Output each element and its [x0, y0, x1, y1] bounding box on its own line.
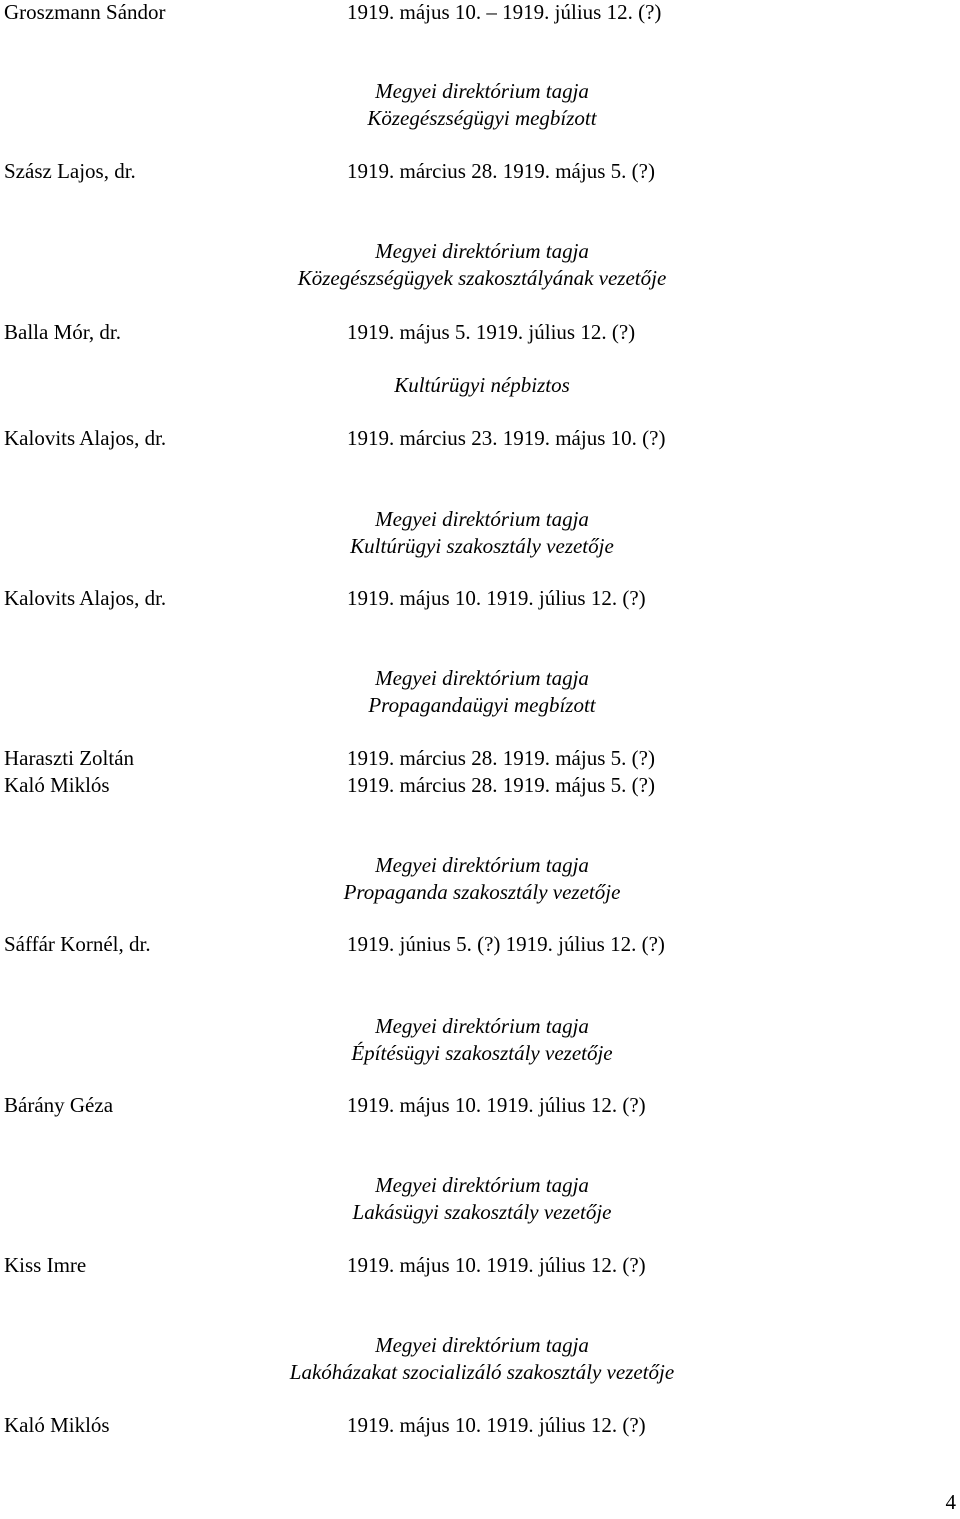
heading-role: Megyei direktórium tagja: [375, 239, 589, 263]
heading-role: Megyei direktórium tagja: [375, 666, 589, 690]
person-name: Kalovits Alajos, dr.: [4, 586, 167, 610]
term-period: 1919. június 5. (?) 1919. július 12. (?): [347, 932, 665, 956]
term-period: 1919. május 5. 1919. július 12. (?): [347, 320, 636, 344]
section-heading: [0, 78, 960, 132]
person-name: Kaló Miklós: [4, 773, 110, 797]
heading-role: Megyei direktórium tagja: [375, 1333, 589, 1357]
section-heading: [0, 372, 960, 399]
section-heading: [0, 665, 960, 719]
term-period: 1919. május 10. 1919. július 12. (?): [347, 1093, 646, 1117]
person-name: Haraszti Zoltán: [4, 746, 135, 770]
term-period: 1919. május 10. 1919. július 12. (?): [347, 586, 646, 610]
heading-role: Megyei direktórium tagja: [375, 79, 589, 103]
term-period: 1919. március 28. 1919. május 5. (?): [347, 159, 655, 183]
term-period: 1919. május 10. 1919. július 12. (?): [347, 1413, 646, 1437]
heading-office: Kultúrügyi szakosztály vezetője: [350, 534, 614, 558]
section-heading: [0, 1013, 960, 1067]
person-name: Kalovits Alajos, dr.: [4, 426, 167, 450]
person-name: Groszmann Sándor: [4, 0, 166, 24]
heading-office: Lakóházakat szocializáló szakosztály vezetője: [289, 1360, 675, 1384]
section-heading: [0, 238, 960, 292]
heading-office: Propaganda szakosztály vezetője: [343, 880, 621, 904]
heading-office: Közegészségügyek szakosztályának vezetője: [297, 266, 667, 290]
term-period: 1919. március 23. 1919. május 10. (?): [347, 426, 666, 450]
term-period: 1919. március 28. 1919. május 5. (?): [347, 746, 655, 770]
heading-role: Megyei direktórium tagja: [375, 507, 589, 531]
person-name: Balla Mór, dr.: [4, 320, 121, 344]
page-number: 4: [945, 1490, 956, 1514]
heading-role: Kultúrügyi népbiztos: [394, 373, 570, 397]
term-period: 1919. május 10. – 1919. július 12. (?): [347, 0, 662, 24]
person-name: Kaló Miklós: [4, 1413, 110, 1437]
person-name: Kiss Imre: [4, 1253, 87, 1277]
section-heading: [0, 852, 960, 906]
term-period: 1919. március 28. 1919. május 5. (?): [347, 773, 655, 797]
heading-office: Közegészségügyi megbízott: [367, 106, 597, 130]
section-heading: [0, 1172, 960, 1226]
person-name: Bárány Géza: [4, 1093, 114, 1117]
section-heading: [0, 506, 960, 560]
term-period: 1919. május 10. 1919. július 12. (?): [347, 1253, 646, 1277]
heading-role: Megyei direktórium tagja: [375, 853, 589, 877]
heading-office: Lakásügyi szakosztály vezetője: [352, 1200, 612, 1224]
heading-role: Megyei direktórium tagja: [375, 1173, 589, 1197]
person-name: Sáffár Kornél, dr.: [4, 932, 151, 956]
heading-role: Megyei direktórium tagja: [375, 1014, 589, 1038]
person-name: Szász Lajos, dr.: [4, 159, 136, 183]
heading-office: Propagandaügyi megbízott: [368, 693, 596, 717]
section-heading: [0, 1332, 960, 1386]
heading-office: Építésügyi szakosztály vezetője: [351, 1041, 613, 1065]
